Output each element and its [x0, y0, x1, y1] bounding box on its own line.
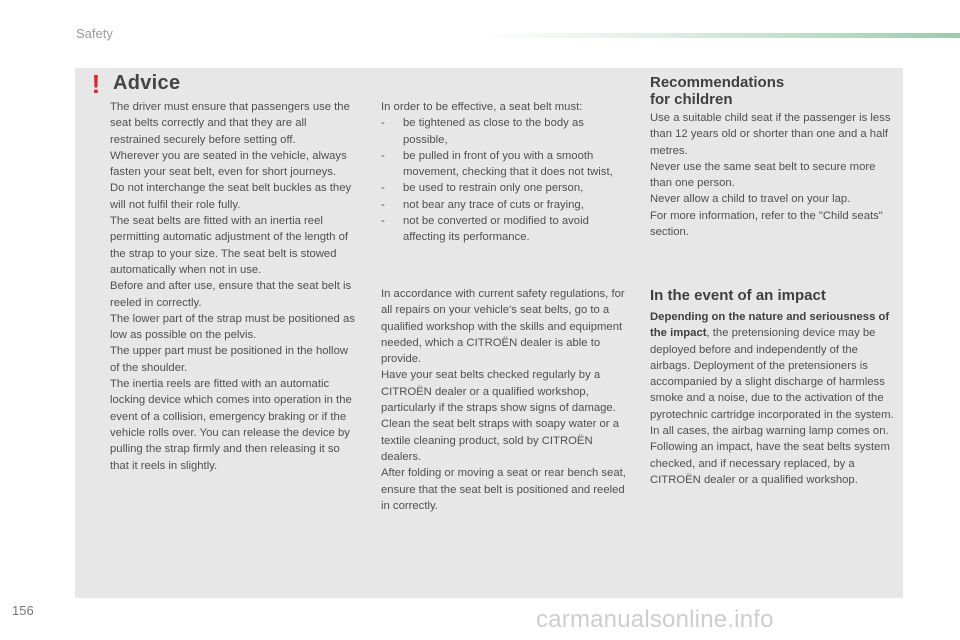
requirements-intro: In order to be effective, a seat belt must:: [381, 101, 583, 113]
watermark: carmanualsonline.info: [536, 606, 774, 633]
list-item: - not bear any trace of cuts or fraying,: [381, 197, 629, 213]
page-number: 156: [12, 603, 34, 618]
recommendation-paragraph: Never allow a child to travel on your lap.: [650, 193, 851, 206]
impact-lead-rest: , the pretensioning device may be deployed before and independently of the airbags. Deployment of the pretensioners is accompanied by a slight discharge of harmless smoke and a noise, due to the activation of the pyrotechnic cartridge incorporated in the system.: [650, 327, 894, 421]
section-title: Safety: [76, 26, 113, 41]
exclamation-warning-icon: !: [91, 69, 101, 99]
advice-paragraph: After folding or moving a seat or rear bench seat, ensure that the seat belt is positioned and reeled in correctly.: [381, 467, 626, 512]
impact-paragraph: In all cases, the airbag warning lamp comes on.: [650, 425, 889, 438]
advice-paragraph: The lower part of the strap must be positioned as low as possible on the pelvis.: [110, 312, 355, 342]
impact-body: [650, 309, 900, 488]
advice-paragraph: Before and after use, ensure that the seat belt is reeled in correctly.: [110, 280, 352, 309]
list-item: - not be converted or modified to avoid affecting its performance.: [381, 213, 629, 246]
advice-paragraph: Do not interchange the seat belt buckles as they will not fulfil their role fully.: [110, 182, 352, 211]
advice-paragraph: The driver must ensure that passengers use the seat belts correctly and that they are all restrained securely before setting off.: [110, 101, 350, 146]
advice-paragraph: Clean the seat belt straps with soapy water or a textile cleaning product, sold by CITROËN dealers.: [381, 418, 619, 463]
advice-paragraph: Have your seat belts checked regularly by a CITROËN dealer or a qualified workshop, particularly if the straps show signs of damage.: [381, 369, 616, 415]
list-item: - be tightened as close to the body as possible,: [381, 115, 629, 148]
impact-lead-paragraph: [650, 309, 900, 423]
list-item: - be pulled in front of you with a smooth movement, checking that it does not twist,: [381, 148, 629, 181]
impact-paragraph: Following an impact, have the seat belts system checked, and if necessary replaced, by a CITROËN dealer or a qualified workshop.: [650, 441, 890, 486]
advice-column-2-maintenance: [381, 286, 629, 514]
impact-heading: In the event of an impact: [650, 287, 826, 304]
recommendation-paragraph: Use a suitable child seat if the passenger is less than 12 years old or shorter than one and a half metres.: [650, 112, 891, 157]
recommendations-heading-line1: Recommendations: [650, 74, 785, 91]
advice-paragraph: The inertia reels are fitted with an automatic locking device which comes into operation in the event of a collision, emergency braking or if the vehicle rolls over. You can release the device by pulling the strap firmly and then releasing it so that it reels in slightly.: [110, 378, 352, 472]
advice-paragraph: The upper part must be positioned in the hollow of the shoulder.: [110, 345, 349, 374]
advice-column-1: [110, 99, 356, 474]
requirements-list: [381, 115, 629, 245]
advice-paragraph: The seat belts are fitted with an inertia reel permitting automatic adjustment of the length of the strap to your size. The seat belt is stowed automatically when not in use.: [110, 215, 348, 276]
recommendations-heading: [650, 74, 890, 108]
advice-title: Advice: [113, 72, 181, 94]
impact-lead-bold: Depending on the nature and seriousness of the impact: [650, 311, 890, 340]
recommendation-paragraph: For more information, refer to the "Child seats" section.: [650, 209, 883, 239]
advice-paragraph: Wherever you are seated in the vehicle, always fasten your seat belt, even for short journeys.: [110, 149, 347, 179]
header-accent-bar: [478, 33, 960, 38]
advice-paragraph: In accordance with current safety regulations, for all repairs on your vehicle's seat belts, go to a qualified workshop with the skills and equipment needed, which a CITROËN dealer is able to provide.: [381, 288, 625, 366]
recommendations-body: [650, 110, 900, 240]
advice-column-2-requirements: [381, 99, 629, 246]
recommendations-heading-line2: for children: [650, 91, 733, 108]
list-item: - be used to restrain only one person,: [381, 180, 629, 196]
recommendation-paragraph: Never use the same seat belt to secure more than one person.: [650, 160, 876, 190]
